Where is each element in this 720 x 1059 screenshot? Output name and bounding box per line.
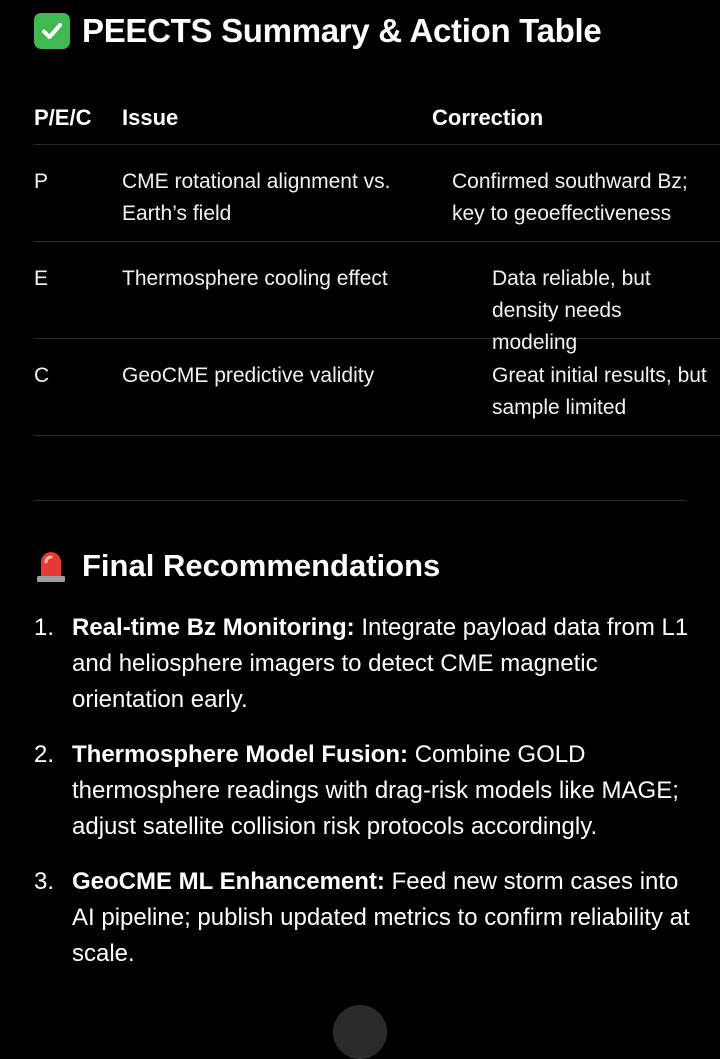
- table-header: [34, 92, 720, 145]
- list-item-label: GeoCME ML Enhancement:: [72, 868, 385, 895]
- table-row: [34, 339, 720, 436]
- summary-title: PEECTS Summary & Action Table: [82, 12, 602, 49]
- list-item-body: Integrate payload data from L1 and heliosphere imagers to detect CME magnetic orientation early.: [72, 614, 689, 713]
- action-table: [34, 92, 720, 436]
- cell-pec: P: [34, 170, 49, 193]
- recommendations-list: [34, 610, 694, 991]
- list-item-number: 3.: [34, 868, 55, 895]
- table-row: [34, 242, 720, 354]
- scroll-down-button[interactable]: [333, 1005, 387, 1059]
- recommendations-heading: [34, 548, 440, 584]
- table-row: [34, 145, 720, 242]
- list-item: [34, 864, 694, 972]
- column-header-pec: P/E/C: [34, 105, 92, 130]
- list-item-number: 1.: [34, 614, 55, 641]
- list-item-text: [72, 610, 694, 718]
- cell-pec: C: [34, 364, 50, 387]
- list-item-label: Thermosphere Model Fusion:: [72, 741, 409, 768]
- summary-heading: [34, 12, 601, 50]
- cell-correction: Great initial results, but sample limited: [492, 364, 707, 419]
- list-item-body: Combine GOLD thermosphere readings with drag-risk models like MAGE; adjust satellite collision risk protocols accordingly.: [72, 741, 679, 840]
- list-item: [34, 610, 694, 718]
- list-item-text: [72, 737, 694, 845]
- cell-correction: Data reliable, but density needs modeling: [492, 267, 651, 354]
- list-item-number: 2.: [34, 741, 55, 768]
- section-divider: [34, 500, 686, 501]
- cell-pec: E: [34, 267, 49, 290]
- list-item-text: [72, 864, 694, 972]
- cell-correction: Confirmed southward Bz; key to geoeffectiveness: [452, 170, 688, 225]
- cell-issue: Thermosphere cooling effect: [122, 267, 388, 290]
- column-header-correction: Correction: [432, 105, 544, 130]
- list-item-body: Feed new storm cases into AI pipeline; publish updated metrics to confirm reliability at scale.: [72, 868, 690, 967]
- siren-icon: [34, 548, 68, 584]
- cell-issue: GeoCME predictive validity: [122, 364, 375, 387]
- list-item: [34, 737, 694, 845]
- check-mark-icon: [34, 13, 70, 49]
- column-header-issue: Issue: [122, 105, 179, 130]
- recommendations-title: Final Recommendations: [82, 548, 441, 583]
- list-item-label: Real-time Bz Monitoring:: [72, 614, 355, 641]
- cell-issue: CME rotational alignment vs. Earth’s field: [122, 170, 391, 225]
